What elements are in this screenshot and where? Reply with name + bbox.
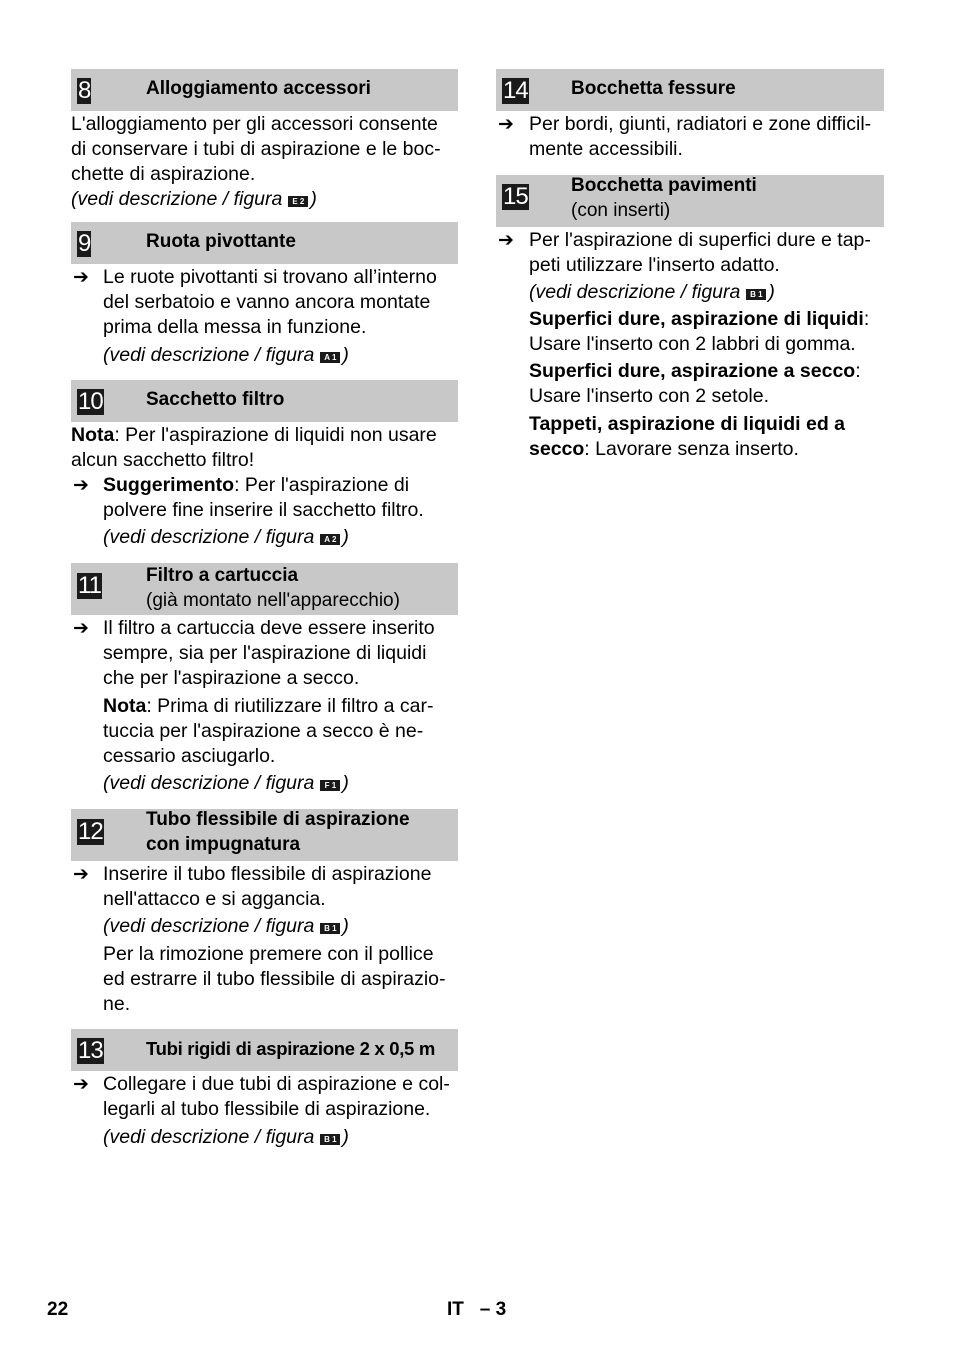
tip-text: : Per l'aspirazione di (234, 474, 410, 496)
figure-icon: A 1 (320, 352, 340, 363)
figure-ref-text: (vedi descrizione / figura (103, 526, 315, 548)
section-title-line: con impugnatura (146, 834, 301, 855)
figure-ref-text: (vedi descrizione / figura (103, 772, 315, 794)
figure-reference (103, 525, 349, 550)
figure-reference (103, 1125, 349, 1150)
tip-label: Suggerimento (103, 474, 235, 496)
section-title: Tubi rigidi di aspirazione 2 x 0,5 m (146, 1038, 436, 1059)
section-number: 15 (503, 183, 528, 210)
surface-colon: : (855, 360, 861, 382)
section-title: Sacchetto filtro (146, 389, 285, 410)
paragraph-line: Per bordi, giunti, radiatori e zone difficil- (529, 113, 872, 135)
paragraph-line: chette di aspirazione. (71, 163, 256, 185)
paragraph-line: nell'attacco e si aggancia. (103, 888, 326, 910)
section-title-main: Filtro a cartuccia (146, 565, 299, 586)
page-number: 22 (47, 1299, 69, 1320)
figure-ref-text: (vedi descrizione / figura (529, 281, 741, 303)
surface-label: secco (529, 438, 585, 460)
language-page-label: IT – 3 (447, 1299, 507, 1320)
surface-label: Superfici dure, aspirazione a secco (529, 360, 856, 382)
section-number: 14 (503, 77, 528, 104)
figure-ref-close: ) (310, 188, 317, 210)
figure-ref-close: ) (342, 1126, 349, 1148)
figure-ref-close: ) (342, 915, 349, 937)
section-title (146, 563, 400, 613)
paragraph-line: prima della messa in funzione. (103, 316, 367, 338)
figure-reference (103, 343, 349, 368)
note-line: alcun sacchetto filtro! (71, 449, 255, 471)
surface-colon: : (863, 308, 870, 330)
section-title-line: Tubo flessibile di aspirazione (146, 809, 410, 830)
surface-text: : Lavorare senza inserto. (584, 438, 799, 460)
section-title-main: Bocchetta pavimenti (571, 175, 757, 196)
figure-ref-text: (vedi descrizione / figura (103, 915, 315, 937)
section-number: 11 (78, 572, 101, 599)
surface-item (529, 359, 861, 384)
note-line: cessario asciugarlo. (103, 745, 276, 767)
note-text: : Prima di riutilizzare il filtro a car- (146, 695, 434, 717)
paragraph-line: sempre, sia per l'aspirazione di liquidi (103, 642, 427, 664)
arrow-icon: ➔ (498, 114, 514, 135)
section-subtitle: (con inserti) (571, 200, 671, 221)
section-14-header (496, 69, 884, 111)
paragraph-line: Le ruote pivottanti si trovano all’interno (103, 266, 437, 288)
arrow-icon: ➔ (73, 618, 89, 639)
figure-ref-close: ) (342, 526, 349, 548)
figure-ref-text: (vedi descrizione / figura (103, 344, 315, 366)
section-number: 12 (78, 818, 103, 845)
section-title: Ruota pivottante (146, 231, 296, 252)
surface-label: Superfici dure, aspirazione di liquidi (529, 308, 864, 330)
section-number: 10 (78, 388, 103, 415)
paragraph-line: Inserire il tubo flessibile di aspirazione (103, 863, 432, 885)
figure-reference (529, 280, 775, 305)
figure-reference (71, 187, 317, 212)
surface-label: Tappeti, aspirazione di liquidi ed a (529, 413, 846, 435)
note-line (103, 694, 433, 719)
arrow-icon: ➔ (73, 864, 89, 885)
paragraph-line: ed estrarre il tubo flessibile di aspirazio- (103, 968, 446, 990)
figure-icon: B 1 (320, 923, 340, 934)
tip-line (103, 473, 409, 498)
surface-item (529, 437, 799, 462)
section-13-header (71, 1029, 458, 1071)
paragraph-line: Per l'aspirazione di superfici dure e tap- (529, 229, 871, 251)
section-subtitle: (già montato nell'apparecchio) (146, 590, 400, 611)
figure-reference (103, 771, 349, 796)
section-12-header (71, 809, 458, 861)
section-title: Bocchetta fessure (571, 78, 736, 99)
figure-icon: B 1 (320, 1134, 340, 1145)
section-title (146, 807, 410, 857)
figure-ref-text: (vedi descrizione / figura (71, 188, 283, 210)
paragraph-line: che per l'aspirazione a secco. (103, 667, 360, 689)
figure-ref-close: ) (768, 281, 775, 303)
figure-reference (103, 914, 349, 939)
note-label: Nota (71, 424, 115, 446)
section-number: 9 (78, 230, 91, 257)
figure-ref-close: ) (342, 344, 349, 366)
section-11-header (71, 563, 458, 615)
paragraph-line: Per la rimozione premere con il pollice (103, 943, 434, 965)
paragraph-line: ne. (103, 993, 131, 1015)
arrow-icon: ➔ (73, 1074, 89, 1095)
surface-item (529, 307, 869, 332)
paragraph-line: Collegare i due tubi di aspirazione e col- (103, 1073, 450, 1095)
paragraph-line: peti utilizzare l'inserto adatto. (529, 254, 780, 276)
arrow-icon: ➔ (73, 267, 89, 288)
section-8-header (71, 69, 458, 111)
section-number: 13 (78, 1037, 103, 1064)
surface-text: Usare l'inserto con 2 labbri di gomma. (529, 333, 856, 355)
section-9-header (71, 222, 458, 264)
paragraph-line: mente accessibili. (529, 138, 683, 160)
section-10-header (71, 380, 458, 422)
figure-icon: F 1 (320, 780, 340, 791)
arrow-icon: ➔ (73, 475, 89, 496)
surface-text: Usare l'inserto con 2 setole. (529, 385, 770, 407)
paragraph-line: Il filtro a cartuccia deve essere inserito (103, 617, 435, 639)
note-line: tuccia per l'aspirazione a secco è ne- (103, 720, 424, 742)
section-number: 8 (78, 77, 91, 104)
figure-icon: E 2 (288, 196, 308, 207)
tip-line: polvere fine inserire il sacchetto filtro. (103, 499, 424, 521)
paragraph-line: legarli al tubo flessibile di aspirazione. (103, 1098, 431, 1120)
note-label: Nota (103, 695, 147, 717)
section-title (571, 173, 757, 223)
section-title: Alloggiamento accessori (146, 78, 371, 99)
paragraph-line: di conservare i tubi di aspirazione e le boc- (71, 138, 441, 160)
note-text: : Per l'aspirazione di liquidi non usare (114, 424, 437, 446)
figure-icon: B 1 (746, 289, 766, 300)
arrow-icon: ➔ (498, 230, 514, 251)
section-15-header (496, 175, 884, 227)
figure-ref-text: (vedi descrizione / figura (103, 1126, 315, 1148)
figure-icon: A 2 (320, 534, 340, 545)
paragraph-line: del serbatoio e vanno ancora montate (103, 291, 431, 313)
note-line (71, 423, 437, 448)
paragraph-line: L'alloggiamento per gli accessori consente (71, 113, 438, 135)
figure-ref-close: ) (342, 772, 349, 794)
